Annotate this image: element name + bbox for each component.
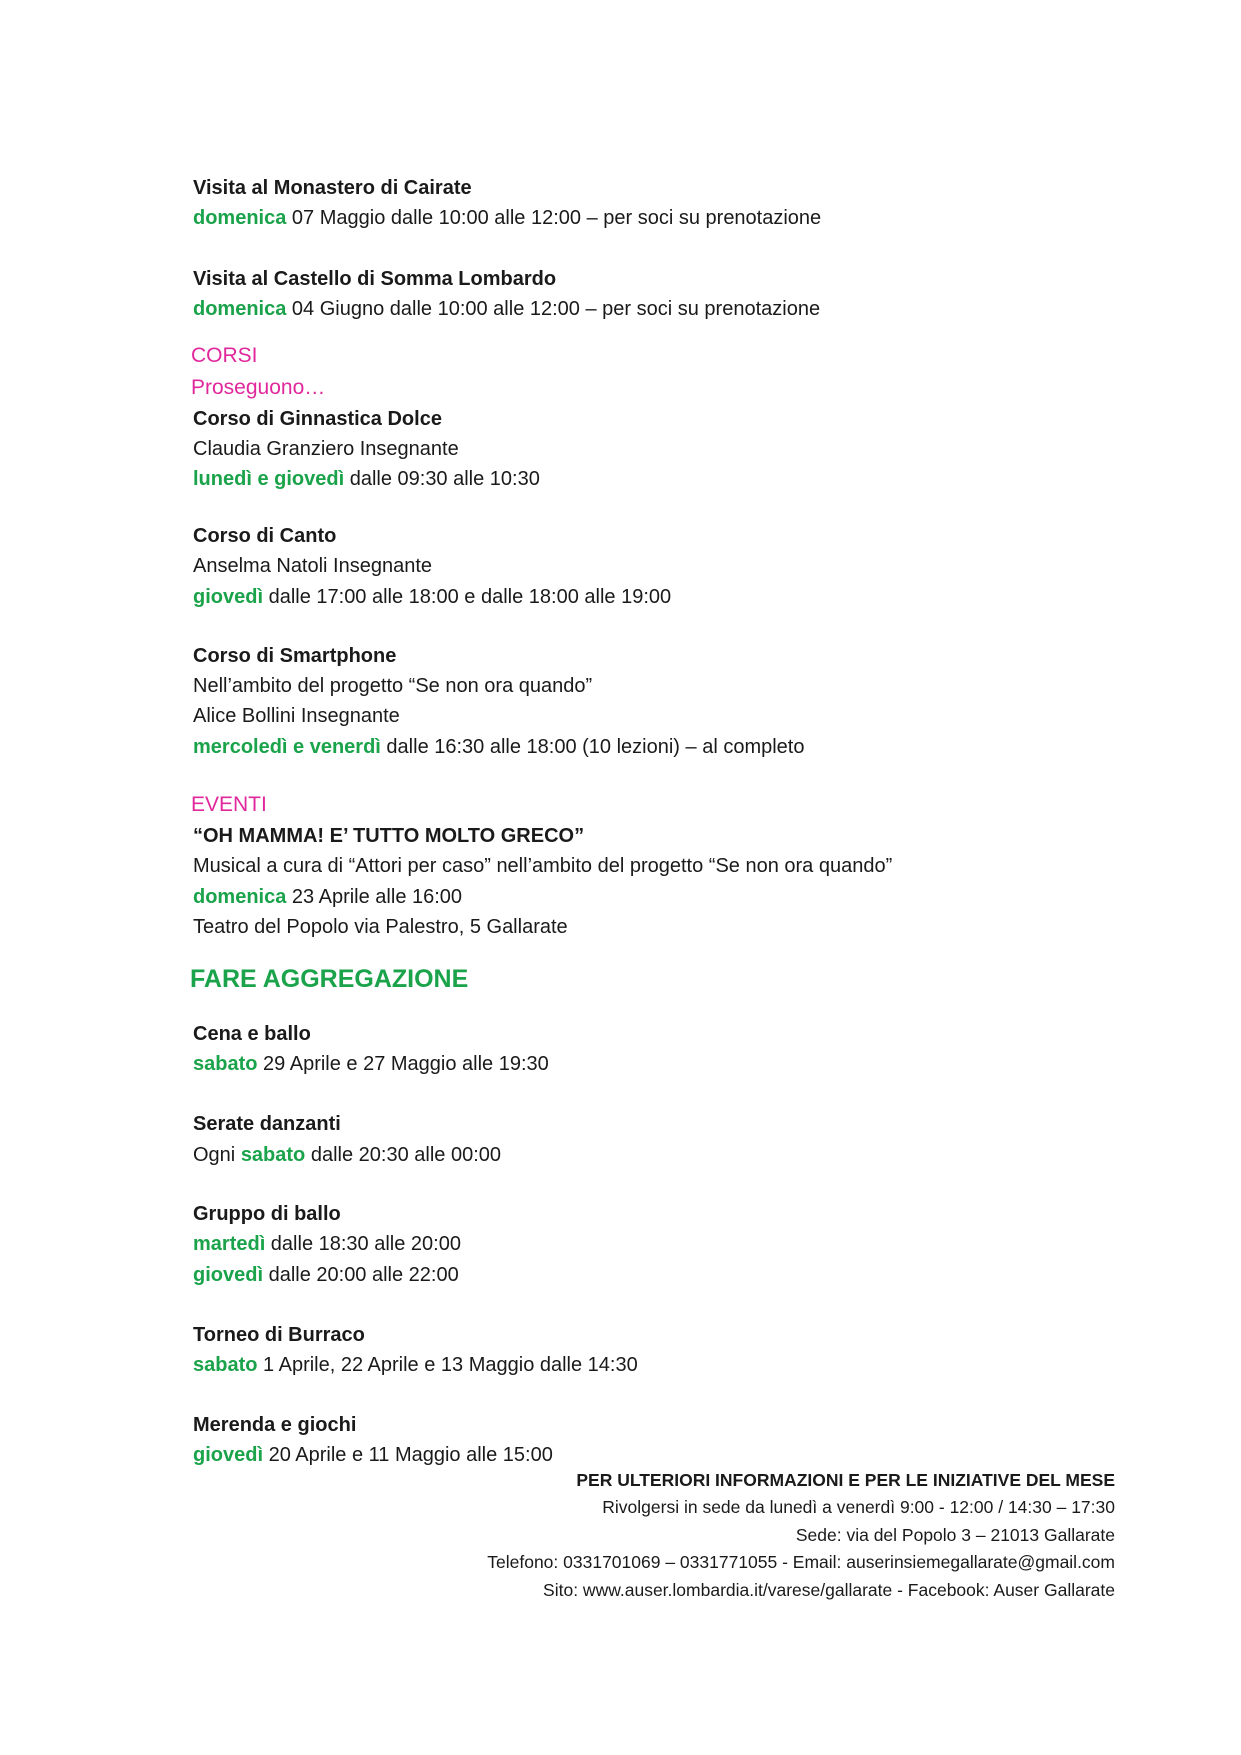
activity-schedule: giovedì 20 Aprile e 11 Maggio alle 15:00 <box>193 1444 553 1466</box>
visit-schedule: domenica 04 Giugno dalle 10:00 alle 12:00 – per soci su prenotazione <box>193 298 821 320</box>
visit-schedule: domenica 07 Maggio dalle 10:00 alle 12:00 – per soci su prenotazione <box>193 207 822 229</box>
footer-website: Sito: www.auser.lombardia.it/varese/gallarate - Facebook: Auser Gallarate <box>543 1580 1115 1600</box>
activity-schedule: sabato 1 Aprile, 22 Aprile e 13 Maggio dalle 14:30 <box>193 1354 638 1376</box>
activity-title: Serate danzanti <box>193 1113 341 1135</box>
activity-schedule: Ogni sabato dalle 20:30 alle 00:00 <box>193 1144 501 1166</box>
section-heading-corsi: CORSI <box>191 344 258 367</box>
footer-heading: PER ULTERIORI INFORMAZIONI E PER LE INIZIATIVE DEL MESE <box>576 1470 1115 1490</box>
course-teacher: Claudia Granziero Insegnante <box>193 438 459 460</box>
section-heading-eventi: EVENTI <box>191 793 267 816</box>
course-schedule: mercoledì e venerdì dalle 16:30 alle 18:00 (10 lezioni) – al completo <box>193 736 805 758</box>
activity-title: Cena e ballo <box>193 1023 311 1045</box>
event-title: “OH MAMMA! E’ TUTTO MOLTO GRECO” <box>193 825 585 847</box>
activity-schedule: sabato 29 Aprile e 27 Maggio alle 19:30 <box>193 1053 549 1075</box>
course-title: Corso di Canto <box>193 525 337 547</box>
course-teacher: Anselma Natoli Insegnante <box>193 555 433 577</box>
course-note: Nell’ambito del progetto “Se non ora quando” <box>193 675 593 697</box>
activity-schedule: martedì dalle 18:30 alle 20:00 <box>193 1233 461 1255</box>
activity-title: Gruppo di ballo <box>193 1203 341 1225</box>
footer-contacts: Telefono: 0331701069 – 0331771055 - Email: auserinsiemegallarate@gmail.com <box>487 1552 1115 1572</box>
visit-title: Visita al Monastero di Cairate <box>193 177 472 199</box>
event-description: Musical a cura di “Attori per caso” nell’ambito del progetto “Se non ora quando” <box>193 855 893 877</box>
course-teacher: Alice Bollini Insegnante <box>193 705 400 727</box>
footer-hours: Rivolgersi in sede da lunedì a venerdì 9:00 - 12:00 / 14:30 – 17:30 <box>602 1497 1115 1517</box>
activity-title: Merenda e giochi <box>193 1414 357 1436</box>
course-schedule: lunedì e giovedì dalle 09:30 alle 10:30 <box>193 468 540 490</box>
activity-title: Torneo di Burraco <box>193 1324 365 1346</box>
section-subheading: Proseguono… <box>191 376 326 399</box>
footer-address: Sede: via del Popolo 3 – 21013 Gallarate <box>795 1525 1115 1545</box>
visit-title: Visita al Castello di Somma Lombardo <box>193 268 557 290</box>
event-place: Teatro del Popolo via Palestro, 5 Gallarate <box>193 916 568 938</box>
visit-day: domenica <box>193 207 287 229</box>
course-schedule: giovedì dalle 17:00 alle 18:00 e dalle 18:00 alle 19:00 <box>193 586 672 608</box>
activity-schedule: giovedì dalle 20:00 alle 22:00 <box>193 1264 459 1286</box>
course-title: Corso di Smartphone <box>193 645 397 667</box>
event-schedule: domenica 23 Aprile alle 16:00 <box>193 886 463 908</box>
visit-day: domenica <box>193 298 287 320</box>
course-title: Corso di Ginnastica Dolce <box>193 408 442 430</box>
section-heading-aggregazione: FARE AGGREGAZIONE <box>190 965 469 993</box>
